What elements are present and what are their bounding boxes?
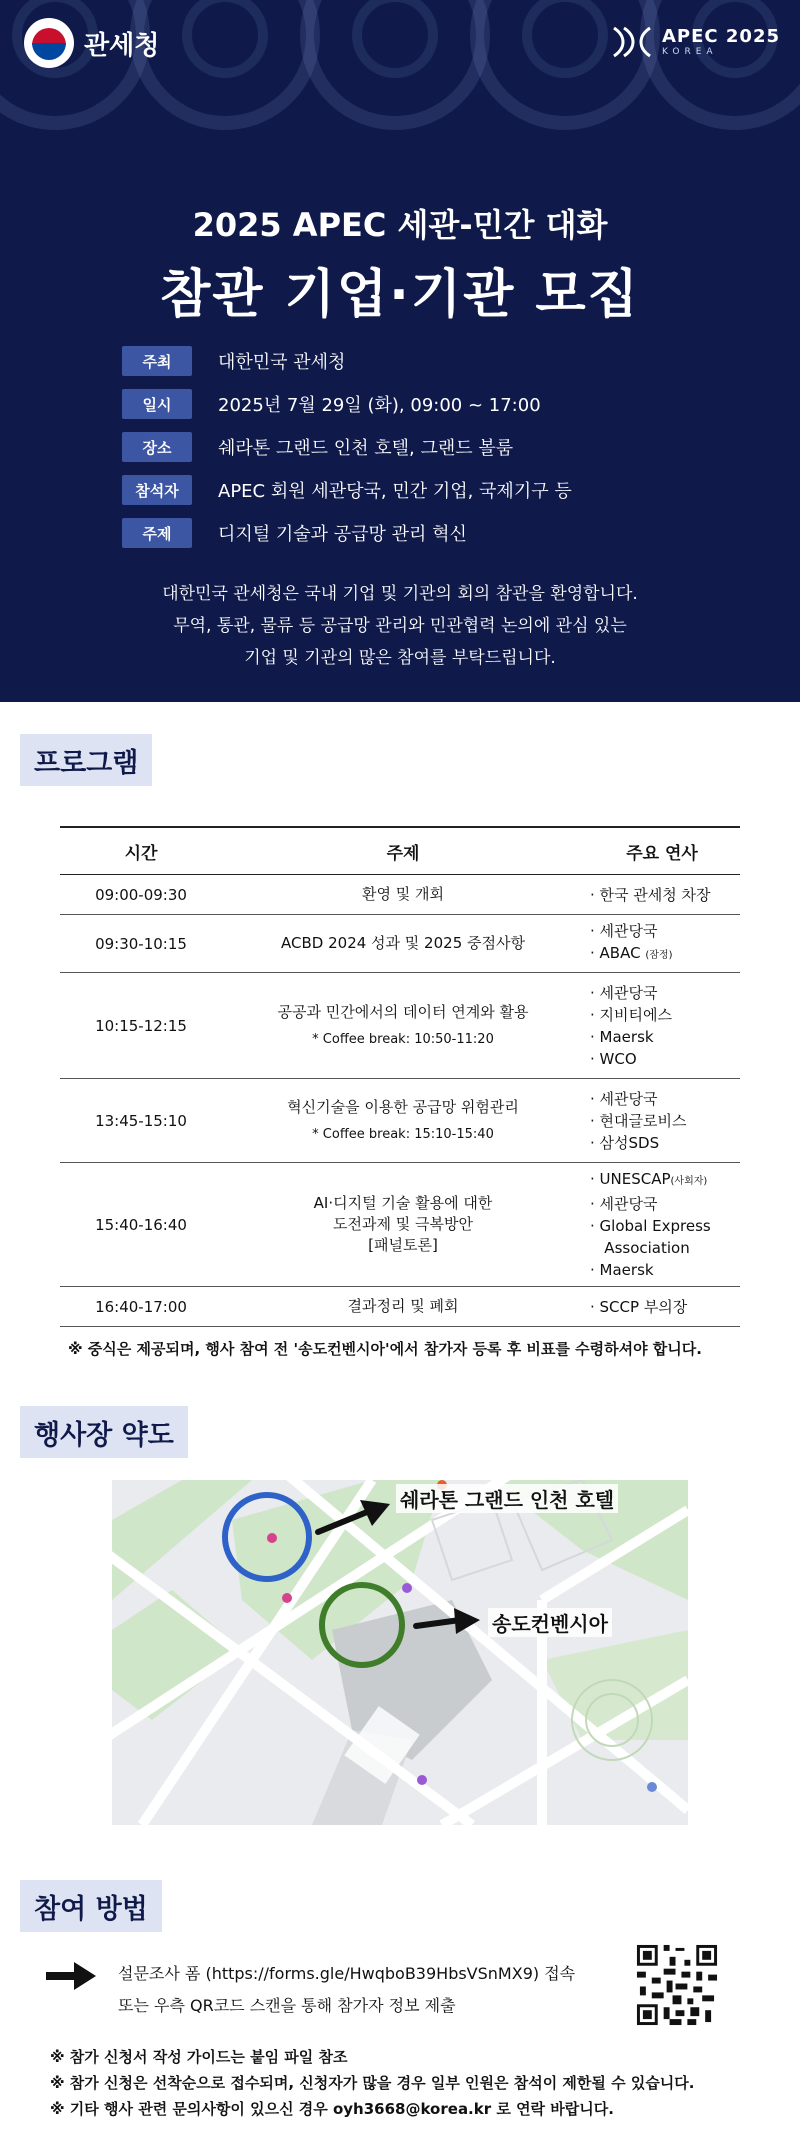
org-name: 관세청: [84, 30, 160, 61]
intro-line: 무역, 통관, 물류 등 공급망 관리와 민관협력 논의에 관심 있는: [173, 616, 627, 636]
speaker-cell: [584, 1287, 740, 1327]
arrow-right-icon: [46, 1962, 96, 1990]
participation-notes: [50, 2044, 695, 2122]
column-header: 시간: [60, 827, 222, 875]
speaker: · 세관당국: [590, 922, 658, 940]
hotel-label: 쉐라톤 그랜드 인천 호텔: [396, 1484, 618, 1513]
arrow-icon: [412, 1608, 482, 1638]
topic-text: 혁신기술을 이용한 공급망 위험관리: [287, 1097, 519, 1116]
speaker-name: · UNESCAP: [590, 1170, 671, 1188]
time-cell: 09:00-09:30: [60, 875, 222, 915]
speaker: · 삼성SDS: [590, 1133, 660, 1152]
speaker: Association: [590, 1239, 690, 1257]
topic-cell: [222, 915, 584, 973]
speaker-tag: (사회자): [670, 1176, 708, 1187]
ornament: [300, 0, 490, 130]
speaker: · Maersk: [590, 1261, 654, 1279]
info-label: 장소: [122, 432, 192, 462]
speaker-cell: [584, 973, 740, 1079]
speaker-tag: (잠정): [645, 950, 673, 961]
speaker-name: · ABAC: [590, 944, 641, 962]
note-line: ※ 참가 신청서 작성 가이드는 붙임 파일 참조: [50, 2048, 348, 2066]
info-row-date: [122, 389, 572, 419]
speaker: · Maersk: [590, 1027, 654, 1046]
speaker: · 세관당국: [590, 1089, 658, 1108]
program-table: [60, 826, 740, 1327]
intro-line: 기업 및 기관의 많은 참여를 부탁드립니다.: [244, 648, 556, 668]
column-header: 주요 연사: [584, 827, 740, 875]
info-value: 쉐라톤 그랜드 인천 호텔, 그랜드 볼룸: [218, 438, 514, 459]
time-cell: 09:30-10:15: [60, 915, 222, 973]
coffee-break-note: * Coffee break: 15:10-15:40: [312, 1126, 494, 1142]
info-row-venue: [122, 432, 572, 462]
speaker: [590, 942, 740, 967]
participation-method: [118, 1958, 575, 2022]
topic-text: ACBD 2024 성과 및 2025 중점사항: [281, 934, 525, 952]
table-row: [60, 875, 740, 915]
speaker: · Global Express: [590, 1217, 711, 1235]
topic-cell: [222, 1079, 584, 1163]
event-title: 참관 기업·기관 모집: [160, 265, 640, 325]
table-row: [60, 1287, 740, 1327]
info-label: 참석자: [122, 475, 192, 505]
column-header: 주제: [222, 827, 584, 875]
speaker: [590, 1168, 740, 1193]
qr-code-icon[interactable]: [634, 1942, 720, 2028]
table-header-row: [60, 827, 740, 875]
speaker: · 지비티에스: [590, 1005, 672, 1024]
topic-text: 환영 및 개회: [362, 885, 444, 903]
info-label: 주제: [122, 518, 192, 548]
speaker: · 세관당국: [590, 983, 658, 1002]
topic-cell: [222, 973, 584, 1079]
speaker: · 세관당국: [590, 1195, 658, 1213]
topic-cell: [222, 1287, 584, 1327]
map-graphic: [112, 1480, 688, 1825]
info-row-host: [122, 346, 572, 376]
event-subtitle: 2025 APEC 세관-민간 대화: [192, 206, 608, 244]
topic-text: 공공과 민간에서의 데이터 연계와 활용: [277, 1002, 529, 1021]
section-heading-venue: 행사장 약도: [20, 1406, 188, 1458]
time-cell: 10:15-12:15: [60, 973, 222, 1079]
info-label: 주최: [122, 346, 192, 376]
time-cell: 13:45-15:10: [60, 1079, 222, 1163]
speaker: · SCCP 부의장: [590, 1297, 688, 1316]
info-value: 2025년 7월 29일 (화), 09:00 ~ 17:00: [218, 395, 541, 416]
topic-text: 도전과제 및 극복방안: [333, 1215, 473, 1233]
apec-mark-icon: [610, 22, 654, 62]
table-row: [60, 1163, 740, 1287]
speaker-cell: [584, 915, 740, 973]
table-row: [60, 915, 740, 973]
topic-cell: [222, 1163, 584, 1287]
info-label: 일시: [122, 389, 192, 419]
program-footnote: ※ 중식은 제공되며, 행사 참여 전 '송도컨벤시아'에서 참가자 등록 후 비표를 수령하셔야 합니다.: [68, 1340, 702, 1358]
event-info: [122, 346, 572, 561]
intro-text: [0, 578, 800, 674]
apec-label: APEC 2025: [662, 26, 780, 47]
note-line: ※ 참가 신청은 선착순으로 접수되며, 신청자가 많을 경우 일부 인원은 참석이 제한될 수 있습니다.: [50, 2074, 695, 2092]
info-row-attendees: [122, 475, 572, 505]
note-line: ※ 기타 행사 관련 문의사항이 있으신 경우 oyh3668@korea.kr 로 연락 바랍니다.: [50, 2100, 614, 2118]
time-cell: 16:40-17:00: [60, 1287, 222, 1327]
info-value: 대한민국 관세청: [218, 352, 346, 373]
survey-form-line[interactable]: 설문조사 폼 (https://forms.gle/HwqboB39HbsVSnMX9) 접속: [118, 1964, 576, 1983]
ornament: [470, 0, 660, 130]
speaker: · WCO: [590, 1049, 637, 1068]
table-row: [60, 973, 740, 1079]
apec-logo: [610, 22, 780, 62]
section-heading-participate: 참여 방법: [20, 1880, 162, 1932]
coffee-break-note: * Coffee break: 10:50-11:20: [312, 1031, 494, 1047]
topic-text: 결과정리 및 폐회: [347, 1297, 459, 1315]
qr-instruction: 또는 우측 QR코드 스캔을 통해 참가자 정보 제출: [118, 1996, 456, 2015]
section-heading-program: 프로그램: [20, 734, 152, 786]
table-row: [60, 1079, 740, 1163]
speaker-cell: [584, 875, 740, 915]
taegeuk-icon: [24, 18, 74, 68]
intro-line: 대한민국 관세청은 국내 기업 및 기관의 회의 참관을 환영합니다.: [162, 584, 638, 604]
arrow-icon: [314, 1498, 394, 1538]
topic-cell: [222, 875, 584, 915]
convention-label: 송도컨벤시아: [488, 1608, 612, 1637]
info-row-theme: [122, 518, 572, 548]
topic-text: AI·디지털 기술 활용에 대한: [313, 1194, 493, 1212]
apec-sub: KOREA: [662, 47, 718, 57]
time-cell: 15:40-16:40: [60, 1163, 222, 1287]
ornament: [640, 0, 800, 130]
speaker-cell: [584, 1163, 740, 1287]
venue-map: [112, 1480, 688, 1825]
kcs-logo: [24, 18, 159, 68]
hero-banner: [0, 0, 800, 702]
topic-text: [패널토론]: [368, 1236, 438, 1254]
info-value: APEC 회원 세관당국, 민간 기업, 국제기구 등: [218, 481, 572, 502]
info-value: 디지털 기술과 공급망 관리 혁신: [218, 524, 467, 545]
speaker: · 현대글로비스: [590, 1111, 687, 1130]
speaker: · 한국 관세청 차장: [590, 885, 711, 904]
speaker-cell: [584, 1079, 740, 1163]
